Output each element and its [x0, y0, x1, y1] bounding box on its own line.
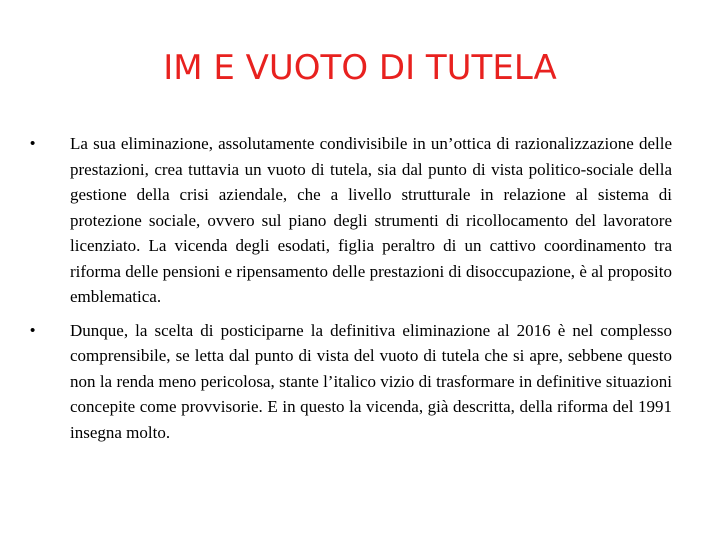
bullet-item [30, 318, 672, 446]
bullet-text: Dunque, la scelta di posticiparne la definitiva eliminazione al 2016 è nel complesso comprensibile, se letta dal punto di vista del vuoto di tutela che si apre, sebbene questo non la renda meno pericolosa, stante l’italico vizio di trasformare in definitive situazioni concepite come provvisorie. E in questo la vicenda, già descritta, della riforma del 1991 insegna molto. [70, 320, 672, 442]
bullet-text: La sua eliminazione, assolutamente condivisibile in un’ottica di razionalizzazione delle prestazioni, crea tuttavia un vuoto di tutela, sia dal punto di vista politico-sociale della gestione della crisi aziendale, che a livello strutturale in relazione al sistema di protezione sociale, ovvero sul piano degli strumenti di ricollocamento del lavoratore licenziato. La vicenda degli esodati, figlia peraltro di un cattivo coordinamento tra riforma delle pensioni e ripensamento delle prestazioni di disoccupazione, è al proposito emblematica. [70, 134, 672, 306]
bullet-item [30, 131, 672, 310]
bullet-icon: • [30, 135, 36, 152]
slide-title: IM E VUOTO DI TUTELA [163, 48, 557, 88]
bullet-icon: • [30, 321, 36, 339]
bullet-list [30, 131, 672, 453]
